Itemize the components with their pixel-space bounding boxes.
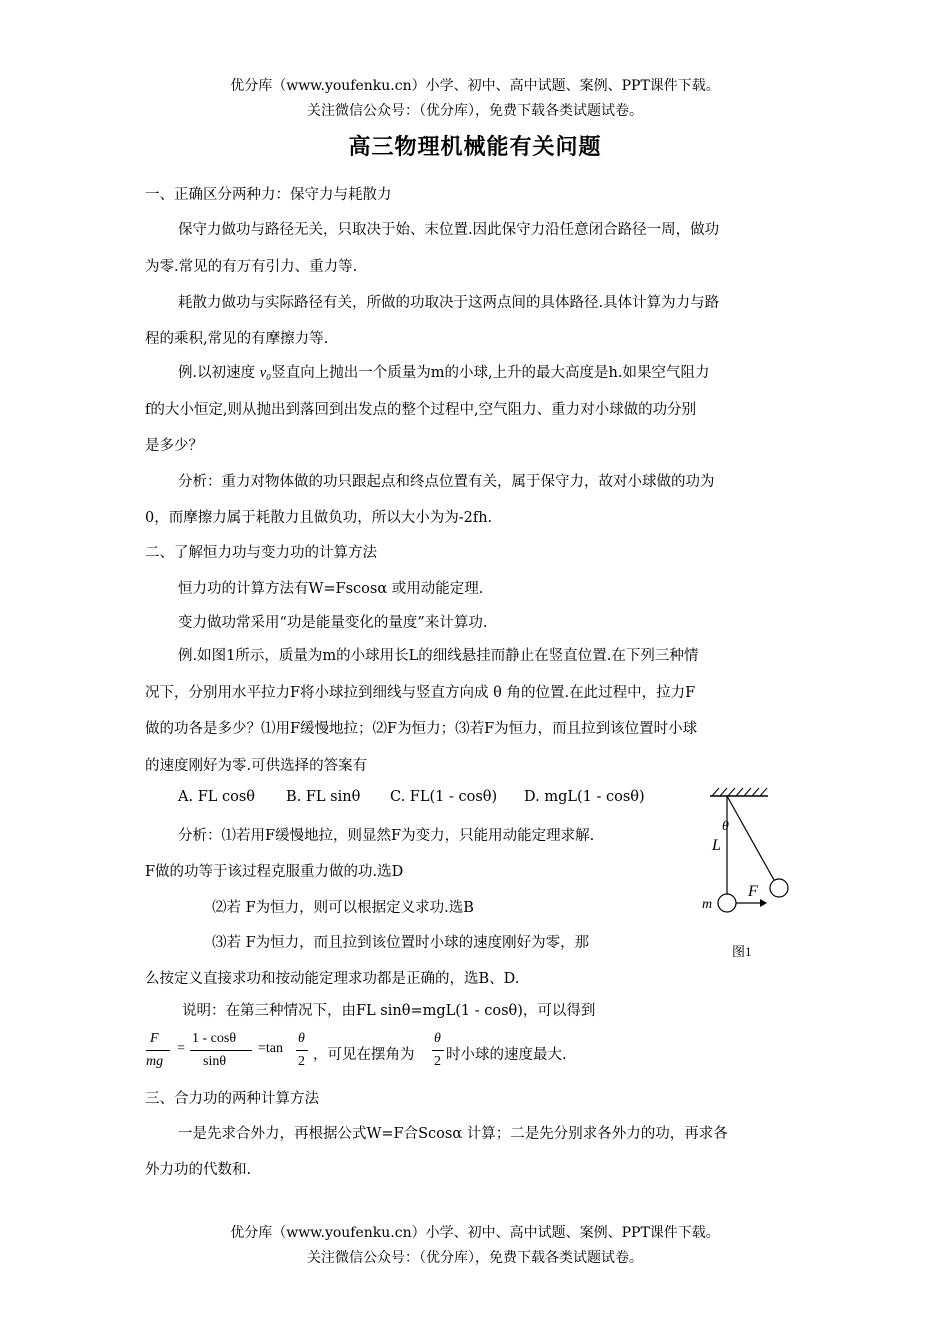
fraction-k-denominator: 2 (434, 1054, 441, 1069)
header-line-1: 优分库（www.youfenku.cn）小学、初中、高中试题、案例、PPT课件下载。 (230, 78, 720, 94)
ball-rest (718, 894, 736, 912)
formula-text: ，可见在摆角为 (313, 1047, 415, 1063)
force-label: F (748, 883, 758, 900)
deflected-string (727, 796, 774, 880)
option-b: B. FL sinθ (286, 789, 361, 805)
paragraph-line: 例.如图1所示，质量为m的小球用长L的细线悬挂而静止在竖直位置.在下列三种情 (178, 648, 699, 664)
fraction-bar (146, 1050, 170, 1051)
fraction-bar (296, 1050, 308, 1051)
paragraph-line: 况下，分别用水平拉力F将小球拉到细线与竖直方向成 θ 角的位置.在此过程中，拉力F (145, 685, 696, 701)
paragraph-line: 是多少？ (145, 438, 203, 454)
option-d: D. mgL(1 - cosθ) (524, 789, 645, 805)
option-c: C. FL(1 - cosθ) (390, 789, 498, 805)
option-a: A. FL cosθ (178, 789, 256, 805)
formula-text: 时小球的速度最大. (446, 1047, 567, 1063)
theta-label: θ (722, 819, 729, 834)
paragraph-line: 么按定义直接求功和按动能定理求功都是正确的，选B、D. (145, 971, 520, 987)
paragraph-line: 变力做功常采用“功是能量变化的量度”来计算功. (178, 615, 488, 631)
pendulum-diagram (700, 778, 810, 968)
paragraph-line: 程的乘积,常见的有摩擦力等. (145, 331, 329, 347)
fraction-g-denominator: sinθ (203, 1054, 227, 1069)
paragraph-line: 恒力功的计算方法有W=Fscosα 或用动能定理. (178, 581, 484, 597)
fraction-g-numerator: 1 - cosθ (192, 1031, 237, 1046)
fraction-bar (190, 1050, 252, 1051)
paragraph-line: ⑶若 F为恒力，而且拉到该位置时小球的速度刚好为零，那 (212, 935, 590, 951)
pendulum-figure (700, 778, 810, 968)
section-2-heading: 二、了解恒力功与变力功的计算方法 (145, 545, 377, 561)
fraction-f-denominator: mg (146, 1054, 164, 1069)
paragraph-line: 为零.常见的有万有引力、重力等. (145, 259, 358, 275)
example-1-line (178, 361, 710, 382)
example-1-text: 竖直向上抛出一个质量为m的小球,上升的最大高度是h.如果空气阻力 (271, 365, 710, 381)
footer-line-2: 关注微信公众号：（优分库），免费下载各类试题试卷。 (307, 1250, 643, 1266)
paragraph-line: 一是先求合外力，再根据公式W=F合Scosα 计算；二是先分别求各外力的功，再求各 (178, 1126, 728, 1142)
paragraph-line: 耗散力做功与实际路径有关，所做的功取决于这两点间的具体路径.具体计算为力与路 (178, 295, 720, 311)
paragraph-line: ⑵若 F为恒力，则可以根据定义求功.选B (212, 900, 474, 916)
paragraph-line: 分析：重力对物体做的功只跟起点和终点位置有关，属于保守力，故对小球做的功为 (178, 474, 715, 490)
footer-line-1: 优分库（www.youfenku.cn）小学、初中、高中试题、案例、PPT课件下载。 (230, 1225, 720, 1241)
mass-label: m (702, 897, 713, 912)
paragraph-line: 做的功各是多少？⑴用F缓慢地拉；⑵F为恒力；⑶若F为恒力，而且拉到该位置时小球 (145, 721, 698, 737)
paragraph-line: f的大小恒定,则从抛出到落回到出发点的整个过程中,空气阻力、重力对小球做的功分别 (145, 402, 697, 418)
paragraph-line: 的速度刚好为零.可供选择的答案有 (145, 758, 368, 774)
paragraph-line: 分析：⑴若用F缓慢地拉，则显然F为变力，只能用动能定理求解. (178, 828, 595, 844)
figure-caption: 图1 (732, 944, 752, 959)
header-line-2: 关注微信公众号：（优分库），免费下载各类试题试卷。 (307, 103, 643, 119)
paragraph-line: F做的功等于该过程克服重力做的功.选D (145, 864, 404, 880)
fraction-f-numerator: F (150, 1031, 159, 1046)
fraction-h-numerator: θ (298, 1031, 305, 1046)
paragraph-line: 外力功的代数和. (145, 1162, 252, 1178)
fraction-bar (432, 1050, 444, 1051)
example-1-prefix: 例.以初速度 (178, 365, 260, 381)
fraction-k-numerator: θ (434, 1031, 441, 1046)
v0-symbol: v₀ (259, 365, 272, 381)
page-title: 高三物理机械能有关问题 (348, 134, 602, 160)
ceiling-hatching (712, 788, 767, 796)
paragraph-line: 保守力做功与路径无关，只取决于始、末位置.因此保守力沿任意闭合路径一周，做功 (178, 222, 720, 238)
force-arrowhead (760, 899, 767, 907)
tan-text: =tan (258, 1041, 283, 1056)
equals-sign: = (177, 1041, 185, 1056)
ball-deflected (770, 879, 788, 897)
fraction-h-denominator: 2 (298, 1054, 305, 1069)
paragraph-line: 0，而摩擦力属于耗散力且做负功，所以大小为为-2fh. (145, 510, 493, 526)
paragraph-line: 说明：在第三种情况下，由FL sinθ=mgL(1 - cosθ)，可以得到 (182, 1003, 596, 1019)
section-1-heading: 一、正确区分两种力：保守力与耗散力 (145, 187, 392, 203)
length-label: L (712, 837, 721, 854)
section-3-heading: 三、合力功的两种计算方法 (145, 1091, 319, 1107)
